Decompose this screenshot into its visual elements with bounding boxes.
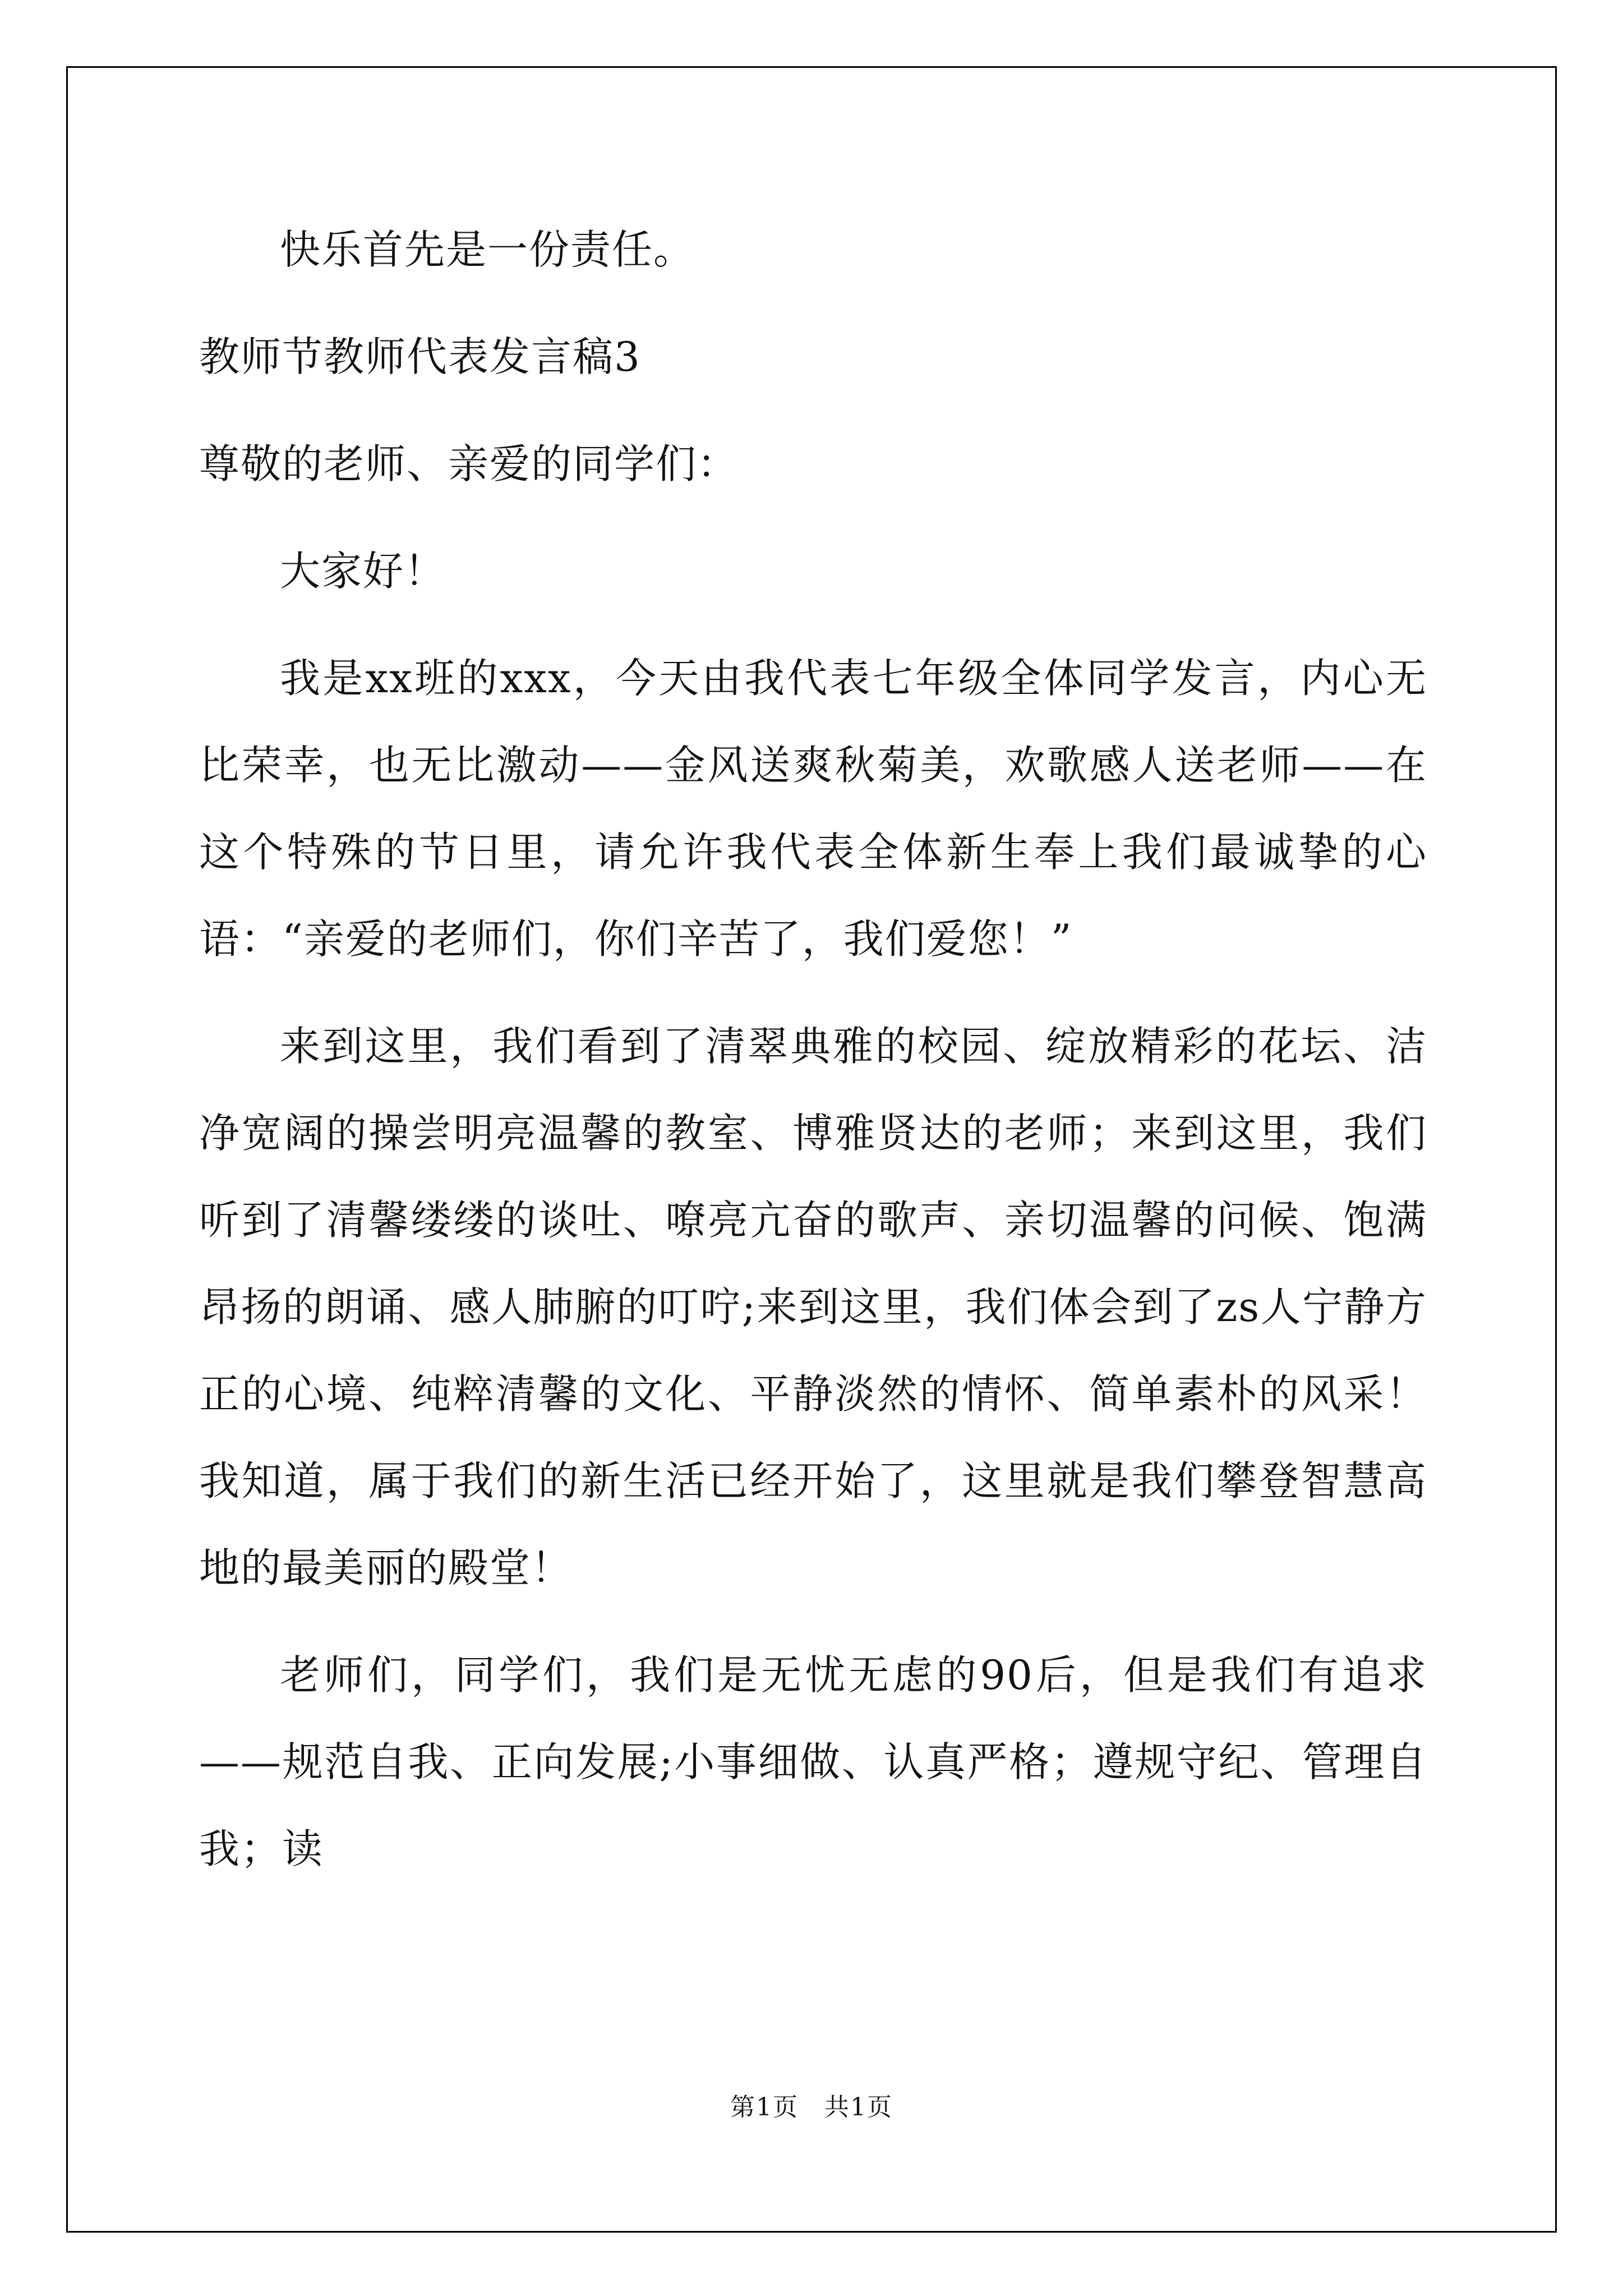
salutation: 尊敬的老师、亲爱的同学们： — [199, 440, 739, 487]
paragraph: 来到这里，我们看到了清翠典雅的校园、绽放精彩的花坛、洁净宽阔的操尝明亮温馨的教室、博雅贤达的老师；来到这里，我们听到了清馨缕缕的谈吐、嘹亮亢奋的歌声、亲切温馨的问候、饱满昂扬的朗诵、感人肺腑的叮咛;来到这里，我们体会到了zs人宁静方正的心境、纯粹清馨的文化、平静淡然的情怀、简单素朴的风采！我知道，属于我们的新生活已经开始了，这里就是我们攀登智慧高地的最美丽的殿堂！ — [199, 1023, 1427, 1591]
paragraph: 我是xx班的xxx，今天由我代表七年级全体同学发言，内心无比荣幸，也无比激动——金风送爽秋菊美，欢歌感人送老师——在这个特殊的节日里，请允许我代表全体新生奉上我们最诚挚的心语：“亲爱的老师们，你们辛苦了，我们爱您！” — [199, 655, 1427, 963]
document-body — [199, 206, 1427, 1893]
paragraph: 快乐首先是一份责任。 — [280, 226, 695, 273]
page-footer: 第1页 共1页 — [730, 2093, 893, 2122]
greeting: 大家好！ — [280, 547, 446, 595]
document-title: 教师节教师代表发言稿3 — [199, 333, 641, 380]
paragraph: 老师们，同学们，我们是无忧无虑的90后，但是我们有追求——规范自我、正向发展;小事细做、认真严格；遵规守纪、管理自我；读 — [199, 1651, 1427, 1872]
